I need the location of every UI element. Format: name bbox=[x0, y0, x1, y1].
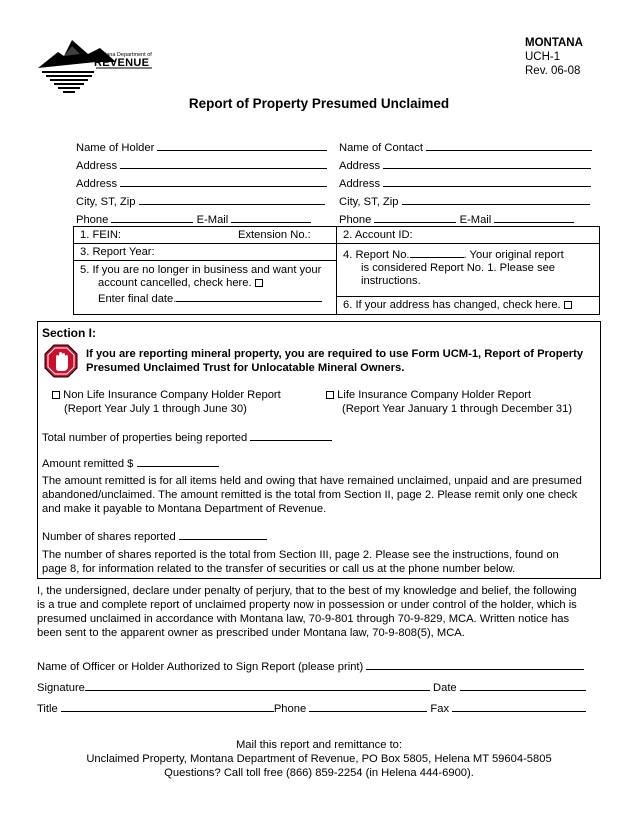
extension-field[interactable]: Extension No.: bbox=[238, 229, 311, 241]
shares-text-2: page 8, for information related to the transfer of securities or call us at the phone number below. bbox=[42, 563, 516, 575]
cancel-label: account cancelled, check here. bbox=[98, 277, 252, 289]
life-option[interactable] bbox=[326, 388, 572, 416]
fax-field[interactable] bbox=[452, 700, 586, 712]
amount-text-2: abandoned/unclaimed. The amount remitted is the total from Section II, page 2. Please remit only one check bbox=[42, 489, 578, 501]
contact-city-row[interactable] bbox=[339, 193, 597, 211]
amount-text-1: The amount remitted is for all items held and owing that have remained unclaimed, unpaid and are presumed bbox=[42, 475, 582, 487]
dor-logo bbox=[36, 38, 156, 96]
title-label: Title bbox=[37, 703, 58, 715]
holder-address1-field[interactable] bbox=[120, 157, 327, 169]
signature-row bbox=[37, 679, 586, 694]
holder-address2-label: Address bbox=[76, 178, 118, 190]
cancel-account-checkbox[interactable] bbox=[255, 279, 263, 287]
form-revision: Rev. 06-08 bbox=[525, 65, 581, 77]
amount-remitted-label: Amount remitted $ bbox=[42, 458, 134, 470]
contact-phone-field[interactable] bbox=[374, 211, 456, 223]
page-title: Report of Property Presumed Unclaimed bbox=[188, 96, 450, 111]
contact-address1-label: Address bbox=[339, 160, 381, 172]
mineral-warning-line2: Presumed Unclaimed Trust for Unlocatable Mineral Owners. bbox=[86, 362, 405, 374]
logo-revenue-text: REVENUE bbox=[94, 57, 150, 69]
shares-explanation bbox=[42, 548, 559, 576]
non-life-checkbox[interactable] bbox=[52, 391, 60, 399]
declaration-line-3: presumed unclaimed in accordance with Montana law, 70-9-801 through 70-9-829, MCA. Written notice has bbox=[37, 613, 570, 625]
total-properties-label: Total number of properties being reported bbox=[42, 432, 248, 444]
holder-email-field[interactable] bbox=[231, 211, 311, 223]
form-number: UCH-1 bbox=[525, 51, 561, 63]
amount-remitted-field[interactable] bbox=[137, 455, 219, 467]
holder-name-field[interactable] bbox=[157, 139, 327, 151]
address-changed-label: 6. If your address has changed, check here. bbox=[343, 299, 561, 311]
cancel-account-block bbox=[80, 264, 334, 306]
section-1 bbox=[37, 321, 601, 579]
footer-address: Unclaimed Property, Montana Department of Revenue, PO Box 5805, Helena MT 59604-5805 bbox=[86, 753, 552, 765]
signature-label: Signature bbox=[37, 682, 85, 694]
shares-text-1: The number of shares reported is the total from Section III, page 2. Please see the instructions, found on bbox=[42, 549, 559, 561]
state-name: MONTANA bbox=[525, 37, 583, 49]
report-year-field[interactable]: 3. Report Year: bbox=[80, 246, 155, 258]
non-life-sub: (Report Year July 1 through June 30) bbox=[64, 403, 247, 415]
report-no-label: 4. Report No. bbox=[343, 249, 410, 261]
report-no-field[interactable] bbox=[410, 246, 464, 258]
final-date-label: Enter final date. bbox=[98, 293, 177, 305]
holder-address1-label: Address bbox=[76, 160, 118, 172]
contact-email-field[interactable] bbox=[494, 211, 574, 223]
holder-address2-field[interactable] bbox=[120, 175, 327, 187]
report-number-block bbox=[343, 246, 595, 288]
holder-city-field[interactable] bbox=[139, 193, 325, 205]
shares-reported-field[interactable] bbox=[179, 528, 267, 540]
holder-name-label: Name of Holder bbox=[76, 142, 155, 154]
identification-grid bbox=[73, 226, 600, 315]
contact-name-label: Name of Contact bbox=[339, 142, 423, 154]
contact-address2-row[interactable] bbox=[339, 175, 597, 193]
contact-phone-label: Phone bbox=[339, 214, 372, 226]
report-no-text: . Your original report bbox=[463, 249, 564, 261]
amount-explanation bbox=[42, 474, 582, 516]
form-id-block bbox=[525, 36, 583, 78]
holder-city-row[interactable] bbox=[76, 193, 332, 211]
mineral-warning bbox=[86, 347, 583, 375]
title-field[interactable] bbox=[61, 700, 274, 712]
holder-address1-row[interactable] bbox=[76, 157, 332, 175]
contact-address2-label: Address bbox=[339, 178, 381, 190]
officer-name-row bbox=[37, 658, 584, 673]
phone-field[interactable] bbox=[309, 700, 427, 712]
stop-hand-icon bbox=[44, 344, 78, 378]
holder-email-label: E-Mail bbox=[196, 214, 229, 226]
section-1-heading: Section I: bbox=[42, 326, 97, 340]
fax-label: Fax bbox=[430, 703, 450, 715]
amount-text-3: and make it payable to Montana Department of Revenue. bbox=[42, 503, 327, 515]
footer-mail-heading: Mail this report and remittance to: bbox=[235, 739, 403, 751]
life-checkbox[interactable] bbox=[326, 391, 334, 399]
logo-department-text: Montana Department of bbox=[94, 52, 152, 58]
life-sub: (Report Year January 1 through December 31) bbox=[342, 403, 573, 415]
non-life-label: Non Life Insurance Company Holder Report bbox=[63, 389, 281, 401]
contact-name-row[interactable] bbox=[339, 139, 597, 157]
officer-name-field[interactable] bbox=[366, 658, 584, 670]
contact-address1-row[interactable] bbox=[339, 157, 597, 175]
declaration-line-4: been sent to the apparent owner as prescribed under Montana law, 70-9-808(5), MCA. bbox=[37, 627, 465, 639]
declaration-line-2: is a true and complete report of unclaimed property now in possession or under control of the holder, which is bbox=[37, 599, 577, 611]
contact-address1-field[interactable] bbox=[383, 157, 591, 169]
amount-remitted-row bbox=[42, 455, 219, 470]
life-label: Life Insurance Company Holder Report bbox=[337, 389, 532, 401]
contact-name-field[interactable] bbox=[426, 139, 592, 151]
holder-address2-row[interactable] bbox=[76, 175, 332, 193]
report-no-note: is considered Report No. 1. Please see bbox=[361, 262, 556, 274]
non-life-option[interactable] bbox=[52, 388, 281, 416]
contact-info bbox=[339, 139, 597, 229]
declaration bbox=[37, 584, 577, 640]
date-label: Date bbox=[433, 682, 457, 694]
shares-reported-label: Number of shares reported bbox=[42, 531, 176, 543]
shares-reported-row bbox=[42, 528, 267, 543]
title-row bbox=[37, 700, 586, 715]
final-date-field[interactable] bbox=[176, 290, 322, 302]
footer-phone: Questions? Call toll free (866) 859-2254 (in Helena 444-6900). bbox=[164, 767, 474, 779]
cancel-text: 5. If you are no longer in business and want your bbox=[80, 264, 322, 276]
fein-field[interactable]: 1. FEIN: bbox=[80, 229, 122, 241]
holder-info bbox=[76, 139, 332, 229]
contact-city-field[interactable] bbox=[402, 193, 590, 205]
phone-label: Phone bbox=[273, 703, 307, 715]
mailing-footer bbox=[0, 738, 638, 780]
date-field[interactable] bbox=[460, 679, 586, 691]
total-properties-row bbox=[42, 429, 332, 444]
holder-name-row[interactable] bbox=[76, 139, 332, 157]
report-no-instructions: instructions. bbox=[361, 275, 421, 287]
address-changed-checkbox[interactable] bbox=[564, 301, 572, 309]
declaration-line-1: I, the undersigned, declare under penalty of perjury, that to the best of my knowledge and belief, the following bbox=[37, 585, 577, 597]
contact-email-label: E-Mail bbox=[459, 214, 492, 226]
total-properties-field[interactable] bbox=[250, 429, 332, 441]
officer-name-label: Name of Officer or Holder Authorized to Sign Report (please print) bbox=[37, 661, 364, 673]
contact-city-label: City, ST, Zip bbox=[339, 196, 399, 208]
mineral-warning-line1: If you are reporting mineral property, you are required to use Form UCM-1, Report of Property bbox=[86, 348, 584, 360]
account-id-field[interactable]: 2. Account ID: bbox=[343, 229, 413, 241]
contact-address2-field[interactable] bbox=[383, 175, 591, 187]
holder-city-label: City, ST, Zip bbox=[76, 196, 136, 208]
holder-phone-label: Phone bbox=[76, 214, 109, 226]
holder-phone-field[interactable] bbox=[111, 211, 193, 223]
address-changed-row bbox=[343, 299, 572, 311]
signature-field[interactable] bbox=[85, 679, 430, 691]
